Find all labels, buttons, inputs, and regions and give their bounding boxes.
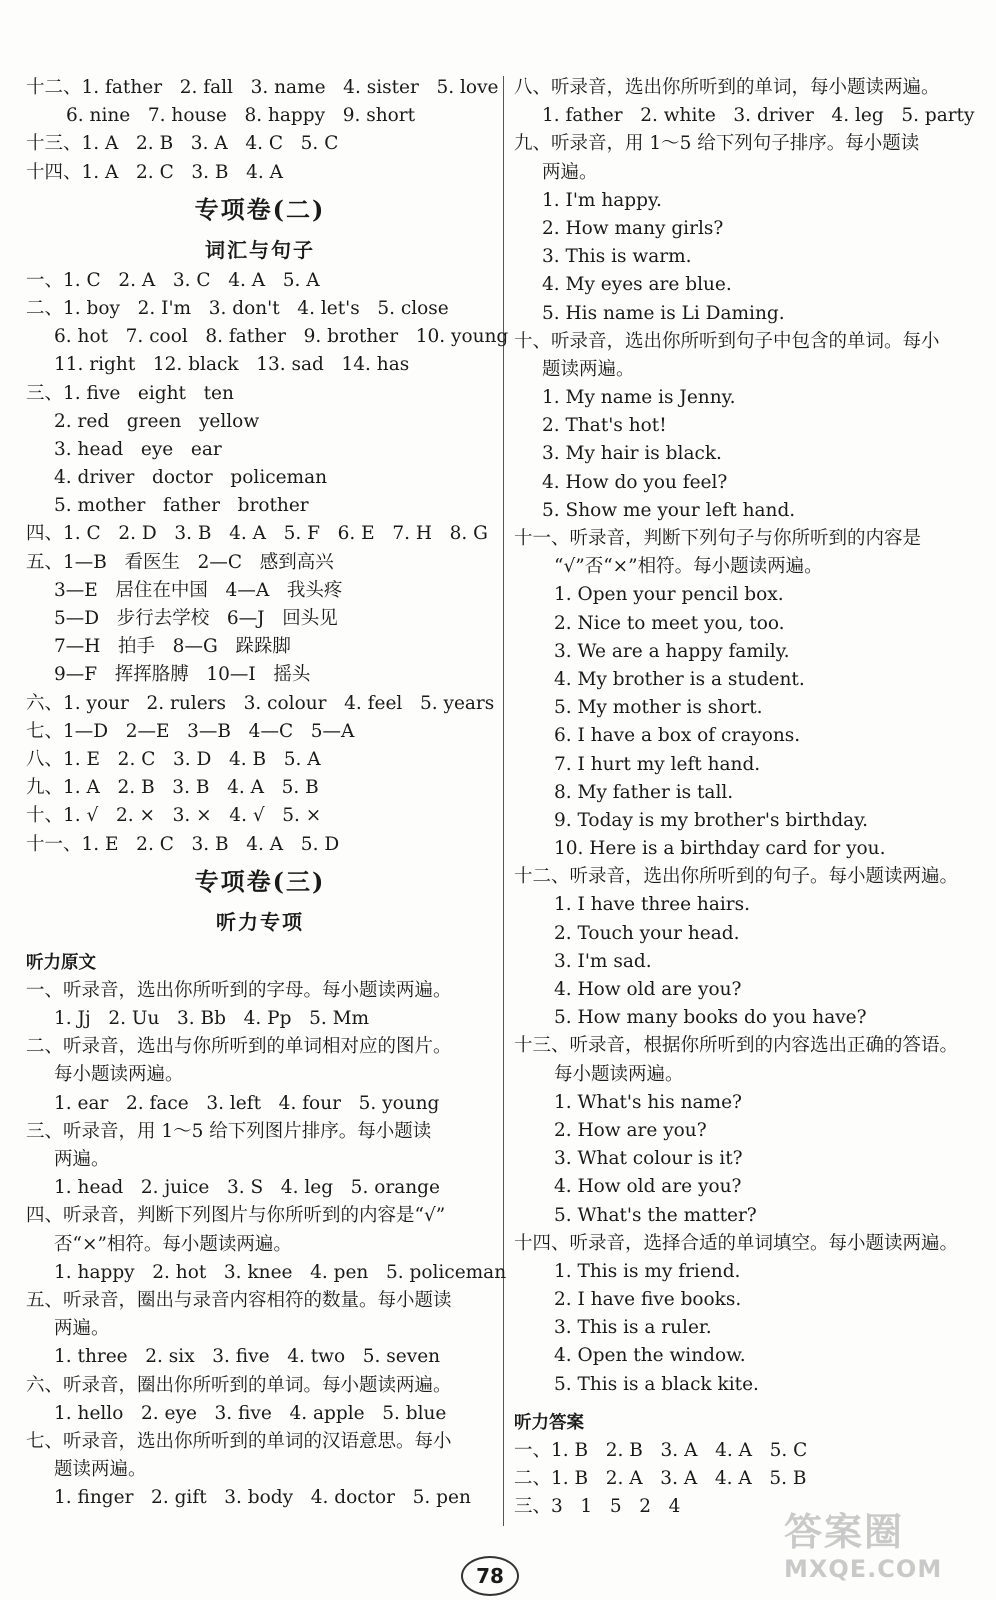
question-line: 七、1—D 2—E 3—B 4—C 5—A [26, 720, 355, 742]
question-line: 十二、1. father 2. fall 3. name 4. sister 5. love [26, 77, 499, 98]
answer-line: 4. How do you feel? [542, 471, 728, 493]
answer-line: 3. I'm sad. [554, 950, 652, 972]
answer-line: 4. How old are you? [554, 979, 742, 1000]
question-line: 五、1—B 看医生 2—C 感到高兴 [26, 551, 334, 573]
answer-line: 9—F 挥挥胳膊 10—I 摇头 [54, 664, 311, 686]
answer-line: 5. What's the matter? [554, 1204, 757, 1226]
question-line: 六、1. your 2. rulers 3. colour 4. feel 5. years [26, 692, 495, 714]
question-line: 八、听录音，选出你所听到的单词，每小题读两遍。 [514, 77, 940, 98]
section-heading: 听力原文 [26, 952, 96, 973]
answer-line: 2. red green yellow [54, 410, 260, 432]
answer-line: 3—E 居住在中国 4—A 我头疼 [54, 579, 343, 601]
answer-line: 2. How are you? [554, 1119, 707, 1141]
question-line: 六、听录音，圈出你所听到的单词。每小题读两遍。 [26, 1374, 452, 1396]
answer-line: 每小题读两遍。 [554, 1063, 684, 1085]
answer-line: 1. head 2. juice 3. S 4. leg 5. orange [54, 1177, 440, 1199]
answer-line: 6. hot 7. cool 8. father 9. brother 10. young [54, 326, 509, 348]
answer-line: 否“×”相符。每小题读两遍。 [54, 1233, 292, 1255]
answer-line: 8. My father is tall. [554, 781, 734, 803]
answer-line: 1. three 2. six 3. five 4. two 5. seven [54, 1346, 441, 1368]
answer-line: 2. I have five books. [554, 1289, 742, 1311]
question-line: 十三、1. A 2. B 3. A 4. C 5. C [26, 133, 339, 155]
answer-line: 1. hello 2. eye 3. five 4. apple 5. blue [54, 1402, 447, 1424]
answer-line: 1. father 2. white 3. driver 4. leg 5. party [542, 105, 975, 127]
answer-line: 7—H 拍手 8—G 跺跺脚 [54, 636, 291, 658]
answer-line: 1. I'm happy. [542, 189, 662, 211]
question-line: 一、1. B 2. B 3. A 4. A 5. C [514, 1440, 808, 1461]
question-line: 十一、1. E 2. C 3. B 4. A 5. D [26, 833, 340, 855]
question-line: 七、听录音，选出你所听到的单词的汉语意思。每小 [26, 1430, 452, 1452]
answer-line: 1. happy 2. hot 3. knee 4. pen 5. policeman [54, 1261, 507, 1283]
section-subtitle: 听力专项 [216, 909, 304, 934]
answer-line: 题读两遍。 [542, 358, 635, 380]
question-line: 十一、听录音，判断下列句子与你所听到的内容是 [514, 528, 922, 549]
answer-line: 4. driver doctor policeman [54, 467, 328, 489]
answer-line: 5—D 步行去学校 6—J 回头见 [54, 608, 338, 629]
question-line: 三、1. five eight ten [26, 382, 234, 404]
left-column [26, 74, 509, 1512]
question-line: 三、3 1 5 2 4 [514, 1496, 681, 1518]
question-line: 五、听录音，圈出与录音内容相符的数量。每小题读 [26, 1289, 452, 1311]
answer-line: 5. My mother is short. [554, 697, 763, 719]
answer-line: 3. What colour is it? [554, 1148, 743, 1170]
section-title: 专项卷(二) [194, 194, 326, 224]
section-subtitle: 词汇与句子 [205, 237, 315, 262]
answer-line: 5. Show me your left hand. [542, 499, 796, 521]
answer-line: 5. How many books do you have? [554, 1007, 867, 1029]
answer-line: 4. Open the window. [554, 1345, 746, 1367]
answer-line: 2. Nice to meet you, too. [554, 612, 785, 634]
question-line: 九、1. A 2. B 3. B 4. A 5. B [26, 777, 319, 799]
answer-line: 4. My eyes are blue. [542, 274, 732, 296]
question-line: 一、1. C 2. A 3. C 4. A 5. A [26, 269, 320, 291]
question-line: 三、听录音，用 1～5 给下列图片排序。每小题读 [26, 1120, 432, 1142]
answer-line: 1. This is my friend. [554, 1260, 741, 1282]
answer-line: 5. mother father brother [54, 495, 309, 517]
answer-line: 6. nine 7. house 8. happy 9. short [66, 105, 416, 127]
answer-line: 9. Today is my brother's birthday. [554, 809, 869, 831]
answer-line: 4. How old are you? [554, 1176, 742, 1198]
answer-line: 3. This is warm. [542, 246, 692, 268]
answer-line: 1. Open your pencil box. [554, 584, 784, 606]
answer-line: 11. right 12. black 13. sad 14. has [54, 354, 410, 376]
answer-line: 题读两遍。 [54, 1459, 147, 1481]
answer-line: 3. We are a happy family. [554, 640, 790, 662]
answer-line: 7. I hurt my left hand. [554, 753, 761, 775]
answer-line: 2. How many girls? [542, 217, 724, 239]
section-heading: 听力答案 [514, 1412, 584, 1433]
answer-line: 每小题读两遍。 [54, 1064, 184, 1086]
section-title: 专项卷(三) [194, 866, 326, 896]
question-line: 二、听录音，选出与你所听到的单词相对应的图片。 [26, 1036, 452, 1058]
answer-line: 2. Touch your head. [554, 922, 740, 944]
question-line: 四、听录音，判断下列图片与你所听到的内容是“√” [26, 1205, 446, 1227]
answer-line: 4. My brother is a student. [554, 668, 805, 690]
answer-line: “√”否“×”相符。每小题读两遍。 [554, 556, 823, 578]
question-line: 十四、听录音，选择合适的单词填空。每小题读两遍。 [514, 1232, 959, 1254]
answer-line: 3. head eye ear [54, 438, 222, 460]
page-number: 78 [461, 1556, 519, 1596]
answer-line: 2. That's hot! [542, 415, 667, 437]
question-line: 一、听录音，选出你所听到的字母。每小题读两遍。 [26, 979, 452, 1001]
answer-line: 5. His name is Li Daming. [542, 302, 785, 324]
answer-line: 1. ear 2. face 3. left 4. four 5. young [54, 1092, 440, 1114]
right-column [514, 74, 984, 1522]
watermark-text: 答案圈 [784, 1510, 905, 1554]
question-line: 二、1. B 2. A 3. A 4. A 5. B [514, 1468, 807, 1490]
watermark-logo [784, 1510, 984, 1592]
answer-line: 1. I have three hairs. [554, 894, 750, 916]
answer-line: 两遍。 [54, 1149, 110, 1170]
question-line: 十、听录音，选出你所听到句子中包含的单词。每小 [514, 330, 940, 352]
question-line: 八、1. E 2. C 3. D 4. B 5. A [26, 748, 321, 770]
question-line: 十三、听录音，根据你所听到的内容选出正确的答语。 [514, 1035, 959, 1057]
answer-line: 5. This is a black kite. [554, 1373, 759, 1395]
answer-line: 两遍。 [542, 161, 598, 183]
column-divider [503, 76, 504, 1526]
question-line: 十二、听录音，选出你所听到的句子。每小题读两遍。 [514, 866, 959, 888]
answer-line: 两遍。 [54, 1318, 110, 1340]
question-line: 九、听录音，用 1～5 给下列句子排序。每小题读 [514, 133, 920, 155]
question-line: 十、1. √ 2. × 3. × 4. √ 5. × [26, 805, 322, 827]
answer-line: 6. I have a box of crayons. [554, 725, 801, 747]
question-line: 二、1. boy 2. I'm 3. don't 4. let's 5. close [26, 297, 449, 319]
question-line: 十四、1. A 2. C 3. B 4. A [26, 161, 284, 183]
answer-line: 3. My hair is black. [542, 443, 722, 465]
question-line: 四、1. C 2. D 3. B 4. A 5. F 6. E 7. H 8. G [26, 523, 488, 545]
answer-line: 3. This is a ruler. [554, 1317, 712, 1339]
answer-line: 1. finger 2. gift 3. body 4. doctor 5. pen [54, 1487, 471, 1509]
answer-line: 1. My name is Jenny. [542, 387, 736, 409]
watermark-url: MXQE.COM [784, 1555, 943, 1583]
answer-line: 10. Here is a birthday card for you. [554, 838, 886, 860]
answer-line: 1. What's his name? [554, 1091, 742, 1113]
answer-line: 1. Jj 2. Uu 3. Bb 4. Pp 5. Mm [54, 1008, 370, 1030]
